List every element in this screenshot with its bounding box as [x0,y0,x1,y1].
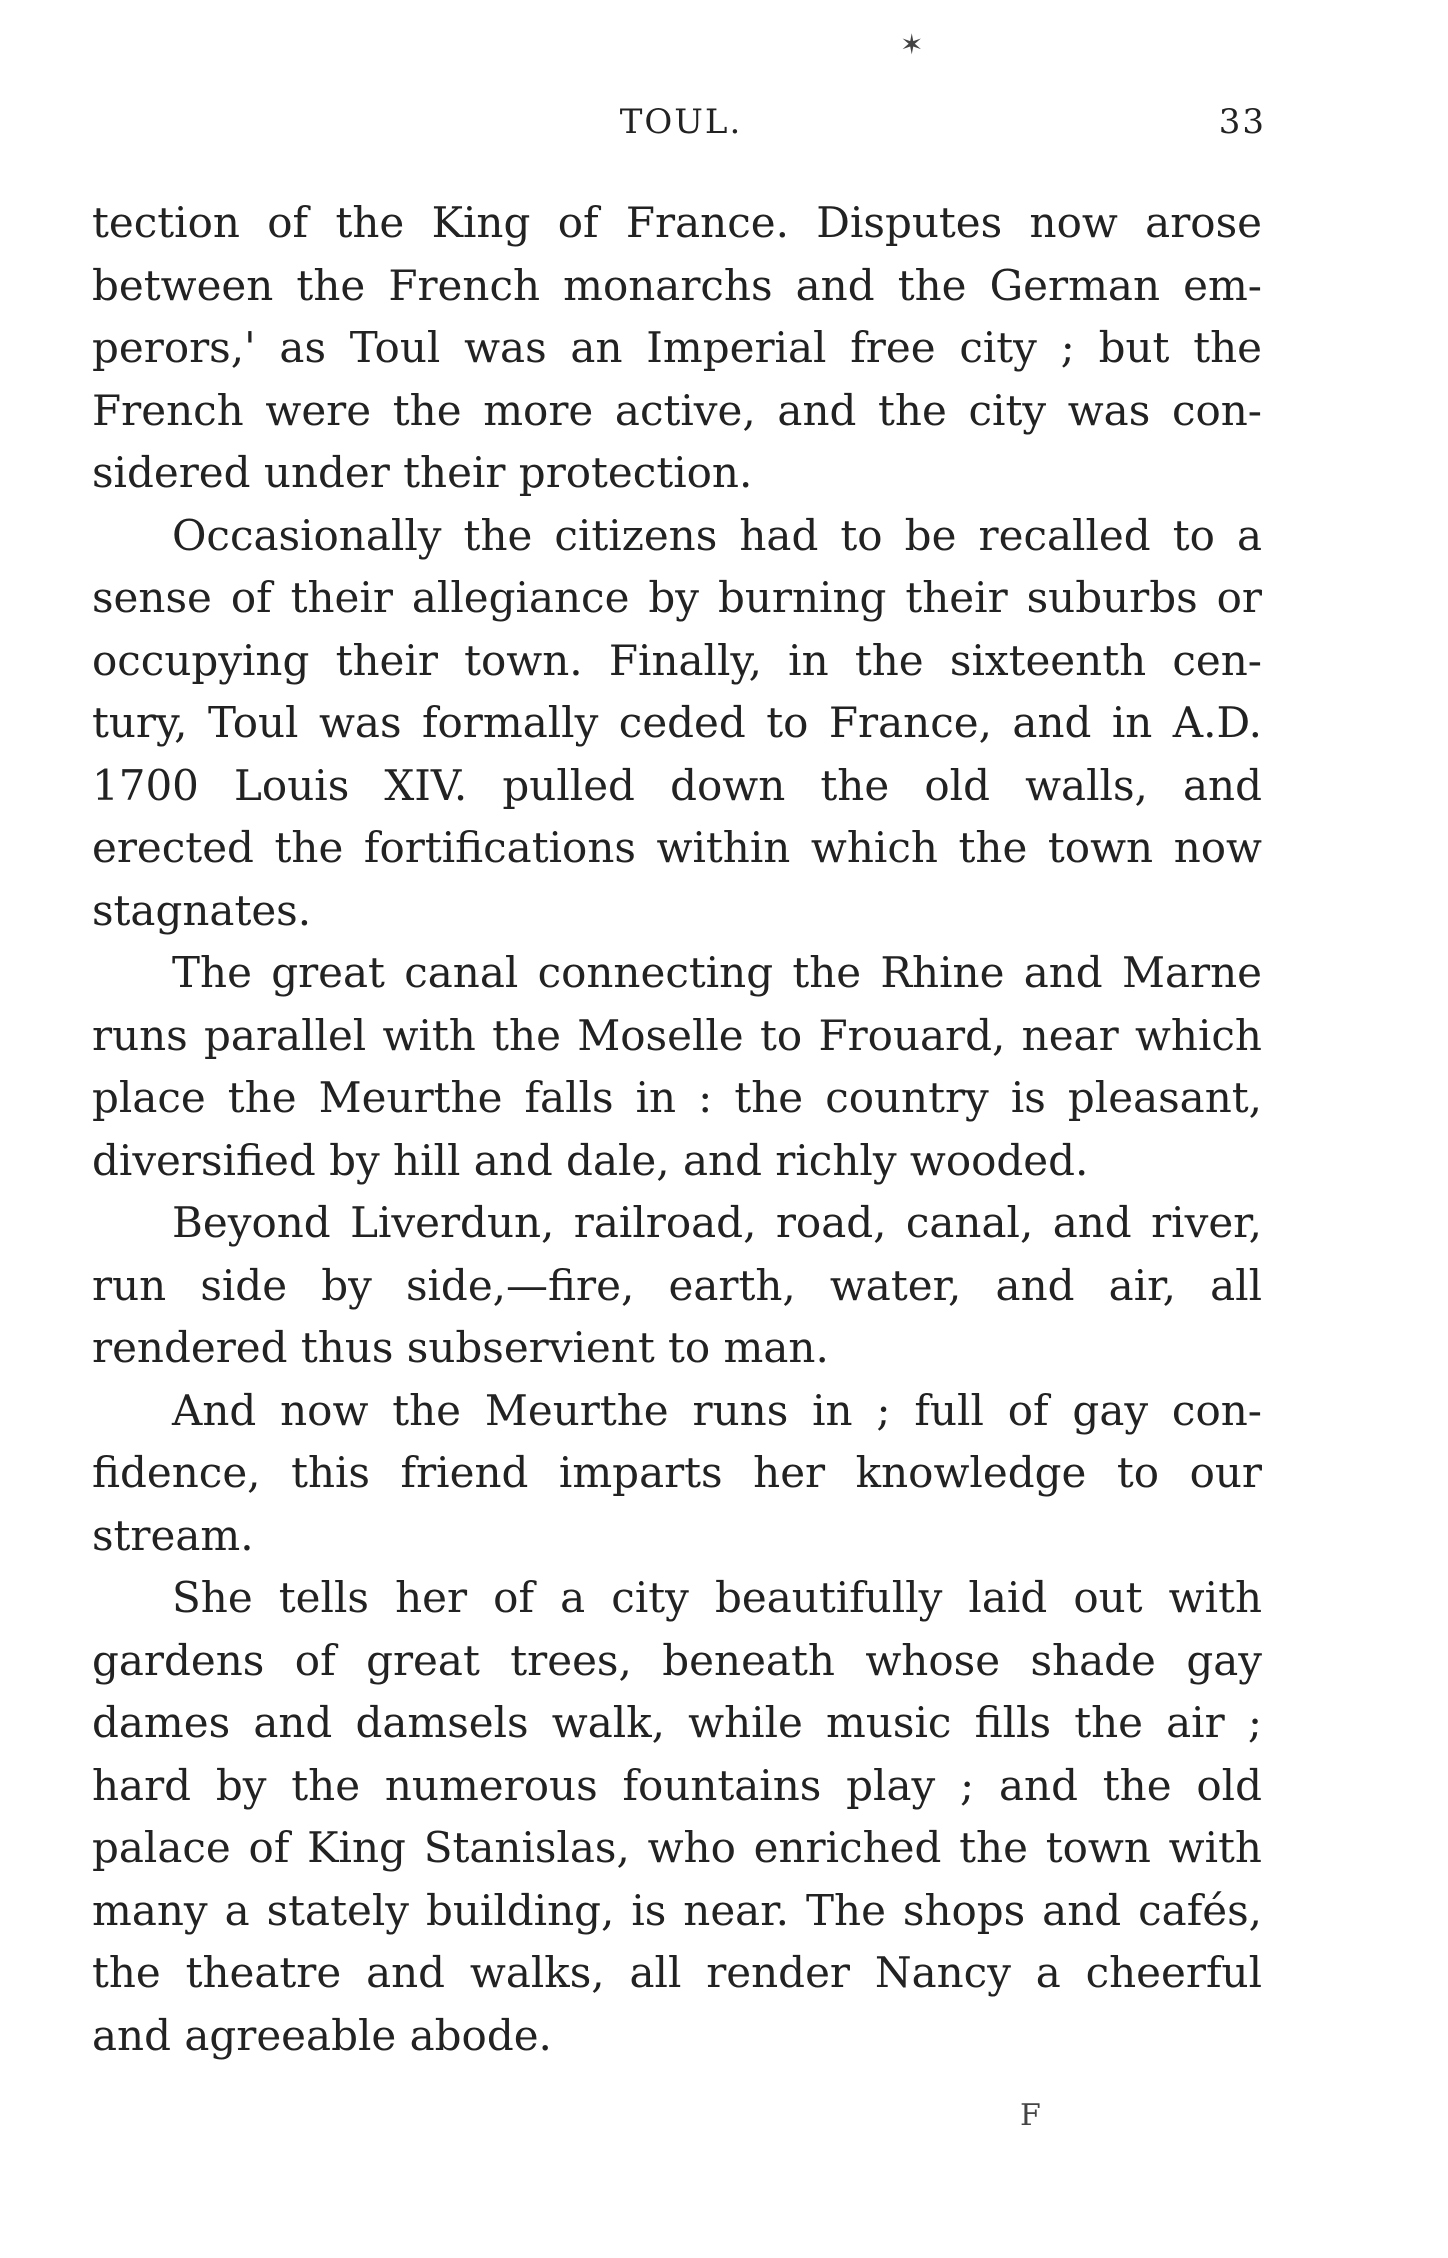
running-head [96,102,1266,152]
signature-mark: F [1020,2098,1043,2133]
paragraph-continued: tection of the King of France. Disputes now arose between the French monarchs and the German em- perors,' as Toul was an Imperial free city ; but the French were the more active, and the city was con- sidered under their protection. [92,198,1262,497]
paragraph: She tells her of a city beautifully laid out with gardens of great trees, beneath whose shade gay dames and damsels walk, while music fills the air ; hard by the numerous fountains play ; and the old palace of King Stanislas, who enriched the town with many a stately building, is near. The shops and cafés, the theatre and walks, all render Nancy a cheerful and agreeable abode. [92,1573,1262,2060]
paragraph: Beyond Liverdun, railroad, road, canal, and river, run side by side,—fire, earth, water, and air, all rendered thus subservient to man. [92,1198,1262,1372]
page-number: 33 [1218,102,1266,142]
paragraph: And now the Meurthe runs in ; full of gay con- fidence, this friend imparts her knowledge to our stream. [92,1385,1262,1560]
running-title: TOUL. [619,102,743,142]
paragraph: The great canal connecting the Rhine and Marne runs parallel with the Moselle to Frouard, near which place the Meurthe falls in : the country is pleasant, diversified by hill and dale, and richly wooded. [92,948,1262,1185]
body-text [92,192,1262,2067]
paragraph: Occasionally the citizens had to be recalled to a sense of their allegiance by burning their suburbs or occupying their town. Finally, in the sixteenth cen- tury, Toul was formally ceded to France, and in A.D. 1700 Louis XIV. pulled down the old walls, and erected the fortifications within which the town now stagnates. [92,510,1262,935]
printer-mark: ✶ [900,28,924,61]
